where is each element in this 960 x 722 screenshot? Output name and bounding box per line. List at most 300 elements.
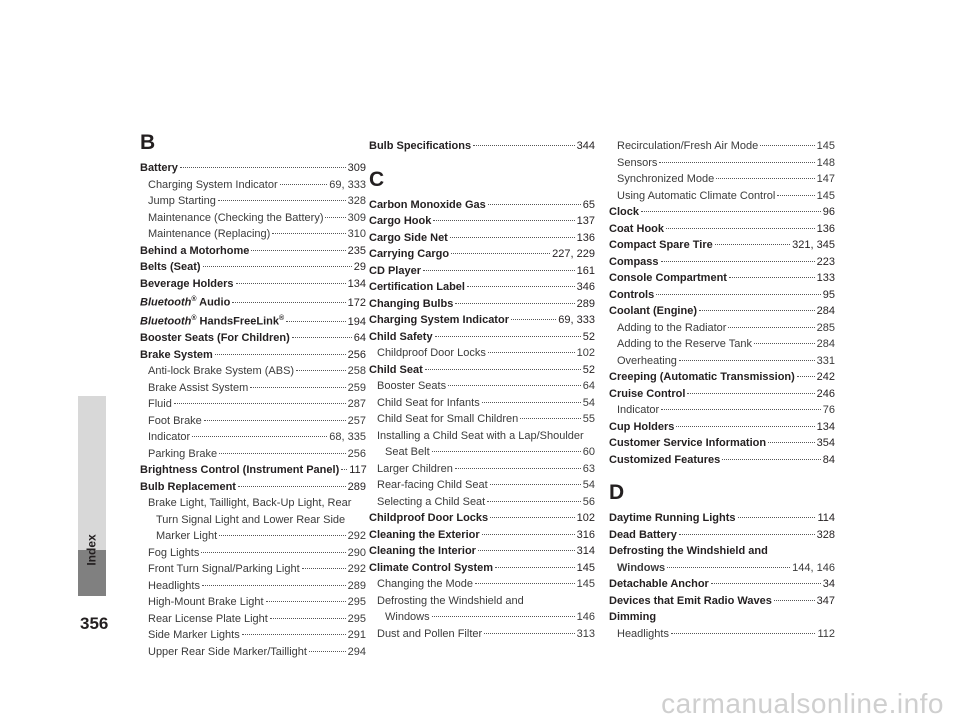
index-entry[interactable] [369,395,595,412]
index-entry[interactable] [140,292,366,311]
index-entry[interactable] [609,287,835,304]
index-entry[interactable] [140,177,366,194]
index-entry[interactable] [609,237,835,254]
page-reference[interactable]: 145 [576,561,595,574]
index-entry-title: Cargo Hook [369,215,432,227]
index-entry-title: Customer Service Information [609,437,767,449]
page-reference[interactable]: 137 [576,215,595,227]
registered-mark: ® [191,315,197,323]
entry-list [140,160,366,660]
page-reference[interactable]: 290 [347,546,366,559]
leader-dots [455,468,581,469]
index-entry[interactable] [369,461,595,478]
index-entry[interactable] [609,593,835,610]
index-entry[interactable] [369,411,595,428]
index-entry-title: Certification Label [369,281,465,293]
page-reference[interactable]: 136 [576,231,595,244]
index-entry[interactable] [609,510,835,527]
entry-list [609,138,835,468]
index-entry[interactable] [609,419,835,436]
index-entry-title: Windows [617,561,666,574]
leader-dots [716,178,814,179]
leader-dots [729,277,815,278]
page-reference[interactable]: 134 [347,277,366,290]
index-entry-line[interactable]: Defrosting the Windshield and [377,594,524,607]
page-reference[interactable]: 295 [347,612,366,625]
page-reference[interactable]: 354 [816,437,835,449]
page-reference[interactable]: 310 [347,228,366,240]
index-entry[interactable] [369,263,595,280]
index-entry[interactable] [140,193,366,210]
index-entry-title: Belts (Seat) [140,261,201,273]
index-entry-title: Child Seat for Infants [377,396,480,409]
index-entry[interactable] [140,276,366,293]
index-entry-title: Overheating [617,354,677,367]
index-entry-title: Battery [140,162,178,174]
index-entry[interactable] [609,435,835,452]
index-entry[interactable] [609,369,835,386]
page-reference[interactable]: 133 [816,272,835,284]
leader-dots [656,294,821,295]
page-reference[interactable]: 346 [576,281,595,293]
index-entry-title: Front Turn Signal/Parking Light [148,563,300,576]
page-reference[interactable]: 257 [347,414,366,427]
leader-dots [661,409,821,410]
index-entry[interactable] [609,560,835,577]
index-entry-title: Seat Belt [385,446,430,458]
page-reference[interactable]: 259 [347,381,366,394]
index-entry[interactable] [369,138,595,155]
index-entry[interactable] [609,626,835,643]
index-entry[interactable] [369,279,595,296]
leader-dots [487,501,581,502]
index-entry[interactable] [609,171,835,188]
index-entry[interactable] [369,576,595,593]
page-reference[interactable]: 256 [347,447,366,460]
page-reference[interactable]: 316 [576,528,595,541]
index-entry-line[interactable]: Defrosting the Windshield and [609,545,768,557]
page-reference[interactable]: 289 [576,297,595,310]
index-entry-title: Bulb Replacement [140,480,236,493]
leader-dots [272,233,345,234]
index-entry-title: Child Safety [369,330,433,343]
index-entry-title: Fog Lights [148,546,200,559]
section-letter: B [140,131,156,154]
index-entry-title: Compass [609,255,659,268]
index-entry[interactable] [140,226,366,243]
watermark: carmanualsonline.info [661,688,944,719]
index-entry[interactable] [609,188,835,205]
index-entry-title: Behind a Motorhome [140,244,250,257]
page-reference[interactable]: 147 [816,173,835,185]
page-reference[interactable]: 95 [822,288,835,301]
page-reference[interactable]: 194 [347,315,366,328]
index-entry[interactable] [609,320,835,337]
leader-dots [722,459,821,460]
leader-dots [666,228,815,229]
leader-dots [219,453,346,454]
leader-dots [242,634,346,635]
index-entry[interactable] [140,528,366,545]
entry-title-rest: HandsFreeLink [196,315,280,328]
entry-title-italic: Bluetooth [140,296,192,309]
index-entry[interactable] [140,413,366,430]
leader-dots [232,302,345,303]
leader-dots [309,651,346,652]
leader-dots [236,283,346,284]
leader-dots [676,426,814,427]
page-reference[interactable]: 295 [347,596,366,609]
page-reference[interactable]: 347 [816,594,835,607]
leader-dots [667,567,790,568]
index-entry[interactable] [140,243,366,260]
leader-dots [451,253,550,254]
leader-dots [435,336,581,337]
index-entry-title: Childproof Door Locks [377,347,486,359]
index-entry[interactable] [609,270,835,287]
index-entry-title: Compact Spare Tire [609,239,713,251]
index-entry-title: Charging System Indicator [369,314,509,326]
leader-dots [488,352,575,353]
index-entry-title: Coat Hook [609,222,664,235]
section-letter: C [369,167,385,191]
entry-title-italic: Bluetooth [140,315,192,328]
leader-dots [450,237,575,238]
index-entry[interactable] [369,246,595,263]
index-entry-title: Climate Control System [369,561,494,574]
page-reference[interactable]: 294 [347,645,366,658]
leader-dots [203,266,352,267]
page-reference[interactable]: 54 [582,479,595,491]
leader-dots [671,633,815,634]
leader-dots [738,517,816,518]
leader-dots [286,321,345,322]
leader-dots [219,535,346,536]
leader-dots [484,633,574,634]
index-entry[interactable] [140,446,366,463]
index-entry-title: Dead Battery [609,528,677,541]
index-entry-title: Cup Holders [609,420,675,433]
index-entry-title: Customized Features [609,453,721,466]
page-reference[interactable]: 69, 333 [558,314,595,326]
leader-dots [728,327,814,328]
page-number: 356 [80,614,109,633]
leader-dots [711,583,821,584]
index-entry[interactable] [140,429,366,446]
index-entry-line[interactable]: Turn Signal Light and Lower Rear Side [156,513,346,526]
index-entry[interactable] [369,312,595,329]
index-entry-title: Marker Light [156,530,218,543]
index-entry[interactable] [140,627,366,644]
page-reference[interactable]: 292 [347,563,366,576]
index-entry-title: Maintenance (Checking the Battery) [148,211,324,224]
page-reference[interactable]: 313 [576,627,595,640]
index-entry[interactable] [609,402,835,419]
index-entry[interactable] [140,479,366,496]
index-entry-title: Charging System Indicator [148,178,278,191]
page-reference[interactable]: 34 [822,578,835,590]
leader-dots [425,369,581,370]
index-entry[interactable] [369,477,595,494]
index-entry-title: Brake System [140,348,213,361]
index-entry[interactable] [369,362,595,379]
index-column-2 [369,138,595,642]
page-reference[interactable]: 60 [582,446,595,458]
index-entry-title: Larger Children [377,462,453,475]
page-reference[interactable]: 289 [347,480,366,493]
index-entry[interactable] [609,386,835,403]
leader-dots [679,360,815,361]
leader-dots [201,552,345,553]
page-reference[interactable]: 292 [347,530,366,543]
section-letter: D [609,481,625,504]
index-entry[interactable] [369,560,595,577]
page-reference[interactable]: 344 [576,140,595,152]
index-entry[interactable] [140,363,366,380]
index-entry[interactable] [140,594,366,611]
index-entry-title: Coolant (Engine) [609,305,697,317]
index-entry[interactable] [140,160,366,177]
page-reference[interactable]: 227, 229 [552,248,595,260]
index-entry-title: Headlights [148,579,200,592]
index-entry[interactable] [369,609,595,626]
index-entry[interactable] [140,259,366,276]
page-reference[interactable]: 136 [816,222,835,235]
page-reference[interactable]: 289 [347,579,366,592]
index-entry[interactable] [140,561,366,578]
index-entry-title: Cruise Control [609,387,686,400]
leader-dots [482,402,581,403]
page-reference[interactable]: 114 [817,512,835,524]
index-entry[interactable] [369,527,595,544]
index-entry[interactable] [609,336,835,353]
leader-dots [341,469,347,470]
leader-dots [204,420,346,421]
index-entry[interactable] [369,378,595,395]
page-reference[interactable]: 172 [347,296,366,309]
index-entry[interactable] [369,543,595,560]
leader-dots [679,534,815,535]
page-reference[interactable]: 144, 146 [792,561,835,574]
page-reference[interactable]: 54 [582,396,595,409]
index-entry-title [140,292,230,311]
leader-dots [659,162,814,163]
index-entry[interactable] [609,452,835,469]
index-entry[interactable] [140,611,366,628]
page-reference[interactable]: 63 [582,462,595,475]
index-entry[interactable] [369,510,595,527]
page-reference[interactable]: 52 [582,363,595,376]
index-entry-title: Side Marker Lights [148,629,240,642]
index-entry-title: Child Seat [369,363,423,376]
page-reference[interactable]: 235 [347,244,366,257]
index-entry-title: Carrying Cargo [369,248,450,260]
index-entry[interactable] [140,462,366,479]
page-reference[interactable]: 146 [576,611,595,623]
page-reference[interactable]: 29 [353,261,366,273]
page-reference[interactable]: 69, 333 [329,178,366,191]
page-reference[interactable]: 134 [816,420,835,433]
index-entry[interactable] [140,380,366,397]
page-reference[interactable]: 223 [816,255,835,268]
index-entry[interactable] [369,213,595,230]
leader-dots [192,436,327,437]
index-entry[interactable] [369,626,595,643]
page-reference[interactable]: 52 [582,330,595,343]
page-reference[interactable]: 284 [816,338,835,350]
leader-dots [218,200,346,201]
page-reference[interactable]: 64 [582,380,595,392]
side-tab-text: Index [85,534,99,566]
page-reference[interactable]: 331 [816,354,835,367]
index-entry-title: Rear-facing Child Seat [377,479,488,491]
leader-dots [266,601,346,602]
index-entry[interactable] [369,444,595,461]
page-reference[interactable]: 65 [582,198,595,211]
leader-dots [238,486,346,487]
page-reference[interactable]: 148 [816,156,835,169]
page-reference[interactable]: 68, 335 [329,431,366,444]
index-entry[interactable] [609,353,835,370]
index-entry-title: Brightness Control (Instrument Panel) [140,464,340,477]
index-entry[interactable] [609,303,835,320]
leader-dots [490,517,574,518]
index-entry[interactable] [609,576,835,593]
leader-dots [475,583,575,584]
page-reference[interactable]: 56 [582,495,595,508]
page-reference[interactable]: 291 [347,629,366,642]
index-entry-title: Using Automatic Climate Control [617,189,776,202]
entry-title-rest: Audio [196,296,231,309]
entry-list [609,510,835,642]
index-entry-title: Controls [609,288,655,301]
index-entry-title: Dust and Pollen Filter [377,627,483,640]
index-entry-title: Jump Starting [148,195,216,207]
leader-dots [777,195,814,196]
index-entry[interactable] [140,311,366,330]
page-reference[interactable]: 102 [576,347,595,359]
index-entry-title: Child Seat for Small Children [377,413,519,425]
index-entry[interactable] [609,155,835,172]
index-entry[interactable] [140,644,366,661]
index-entry-title: Beverage Holders [140,277,234,290]
page-reference[interactable]: 328 [816,528,835,541]
index-entry[interactable] [369,345,595,362]
leader-dots [760,145,814,146]
index-entry[interactable] [140,545,366,562]
page-reference[interactable]: 145 [816,140,835,152]
leader-dots [174,403,346,404]
index-entry-title: Booster Seats [377,380,447,392]
leader-dots [495,567,575,568]
page-reference[interactable]: 112 [817,627,835,640]
index-entry-title: Windows [385,611,430,623]
page-reference[interactable]: 55 [582,413,595,425]
page-reference[interactable]: 285 [816,321,835,334]
page-reference[interactable]: 321, 345 [792,239,835,251]
index-entry[interactable] [609,138,835,155]
index-entry-title: Adding to the Radiator [617,321,727,334]
index-entry[interactable] [369,230,595,247]
leader-dots [478,550,575,551]
leader-dots [687,393,814,394]
page-reference[interactable]: 309 [347,162,366,174]
leader-dots [296,370,346,371]
index-entry-title: Sensors [617,156,658,169]
index-entry[interactable] [369,296,595,313]
index-entry[interactable] [609,204,835,221]
index-entry-title: CD Player [369,264,421,277]
page-reference[interactable]: 309 [347,211,366,224]
page-reference[interactable]: 246 [816,387,835,400]
index-entry-title: Headlights [617,627,669,640]
leader-dots [520,418,581,419]
index-entry[interactable] [609,527,835,544]
page-reference[interactable]: 256 [347,348,366,361]
index-entry-line[interactable]: Installing a Child Seat with a Lap/Shoulder [377,429,584,442]
leader-dots [490,484,581,485]
index-entry[interactable] [140,210,366,227]
index-entry[interactable] [609,254,835,271]
index-entry[interactable] [140,347,366,364]
leader-dots [797,376,815,377]
page-reference[interactable]: 242 [816,371,835,383]
entry-list [369,197,595,643]
index-entry-title: Fluid [148,398,172,411]
page-reference[interactable]: 145 [816,189,835,202]
page-reference[interactable]: 96 [822,206,835,218]
index-entry[interactable] [140,330,366,347]
page-reference[interactable]: 314 [576,545,595,557]
leader-dots [448,385,581,386]
leader-dots [661,261,815,262]
index-entry-title: Booster Seats (For Children) [140,332,290,345]
index-entry-title: Changing the Mode [377,578,474,590]
index-entry[interactable] [369,494,595,511]
page-reference[interactable]: 258 [347,365,366,378]
page-reference[interactable]: 145 [576,578,595,590]
leader-dots [251,250,345,251]
leader-dots [432,451,581,452]
page-reference[interactable]: 161 [576,264,595,277]
index-entry-line[interactable]: Dimming [609,611,657,623]
page-reference[interactable]: 284 [816,305,835,317]
index-entry[interactable] [140,578,366,595]
page-reference[interactable]: 117 [349,464,367,477]
index-entry-line[interactable]: Brake Light, Taillight, Back-Up Light, Rear [148,497,352,510]
index-entry-title: Changing Bulbs [369,297,454,310]
index-entry-title: Foot Brake [148,414,202,427]
page-reference[interactable]: 328 [347,195,366,207]
index-entry-title: Recirculation/Fresh Air Mode [617,140,759,152]
page-reference[interactable]: 102 [576,512,595,524]
page-reference[interactable]: 76 [822,404,835,416]
registered-mark: ® [191,296,197,303]
page-reference[interactable]: 287 [347,398,366,411]
leader-dots [250,387,345,388]
entry-list [369,138,595,155]
index-entry[interactable] [369,329,595,346]
index-entry[interactable] [369,197,595,214]
index-entry-title: Clock [609,206,639,218]
index-entry[interactable] [140,396,366,413]
page-reference[interactable]: 84 [822,453,835,466]
index-column-3 [609,138,835,642]
index-entry[interactable] [609,221,835,238]
leader-dots [511,319,556,320]
leader-dots [715,244,790,245]
page-reference[interactable]: 64 [353,332,366,345]
